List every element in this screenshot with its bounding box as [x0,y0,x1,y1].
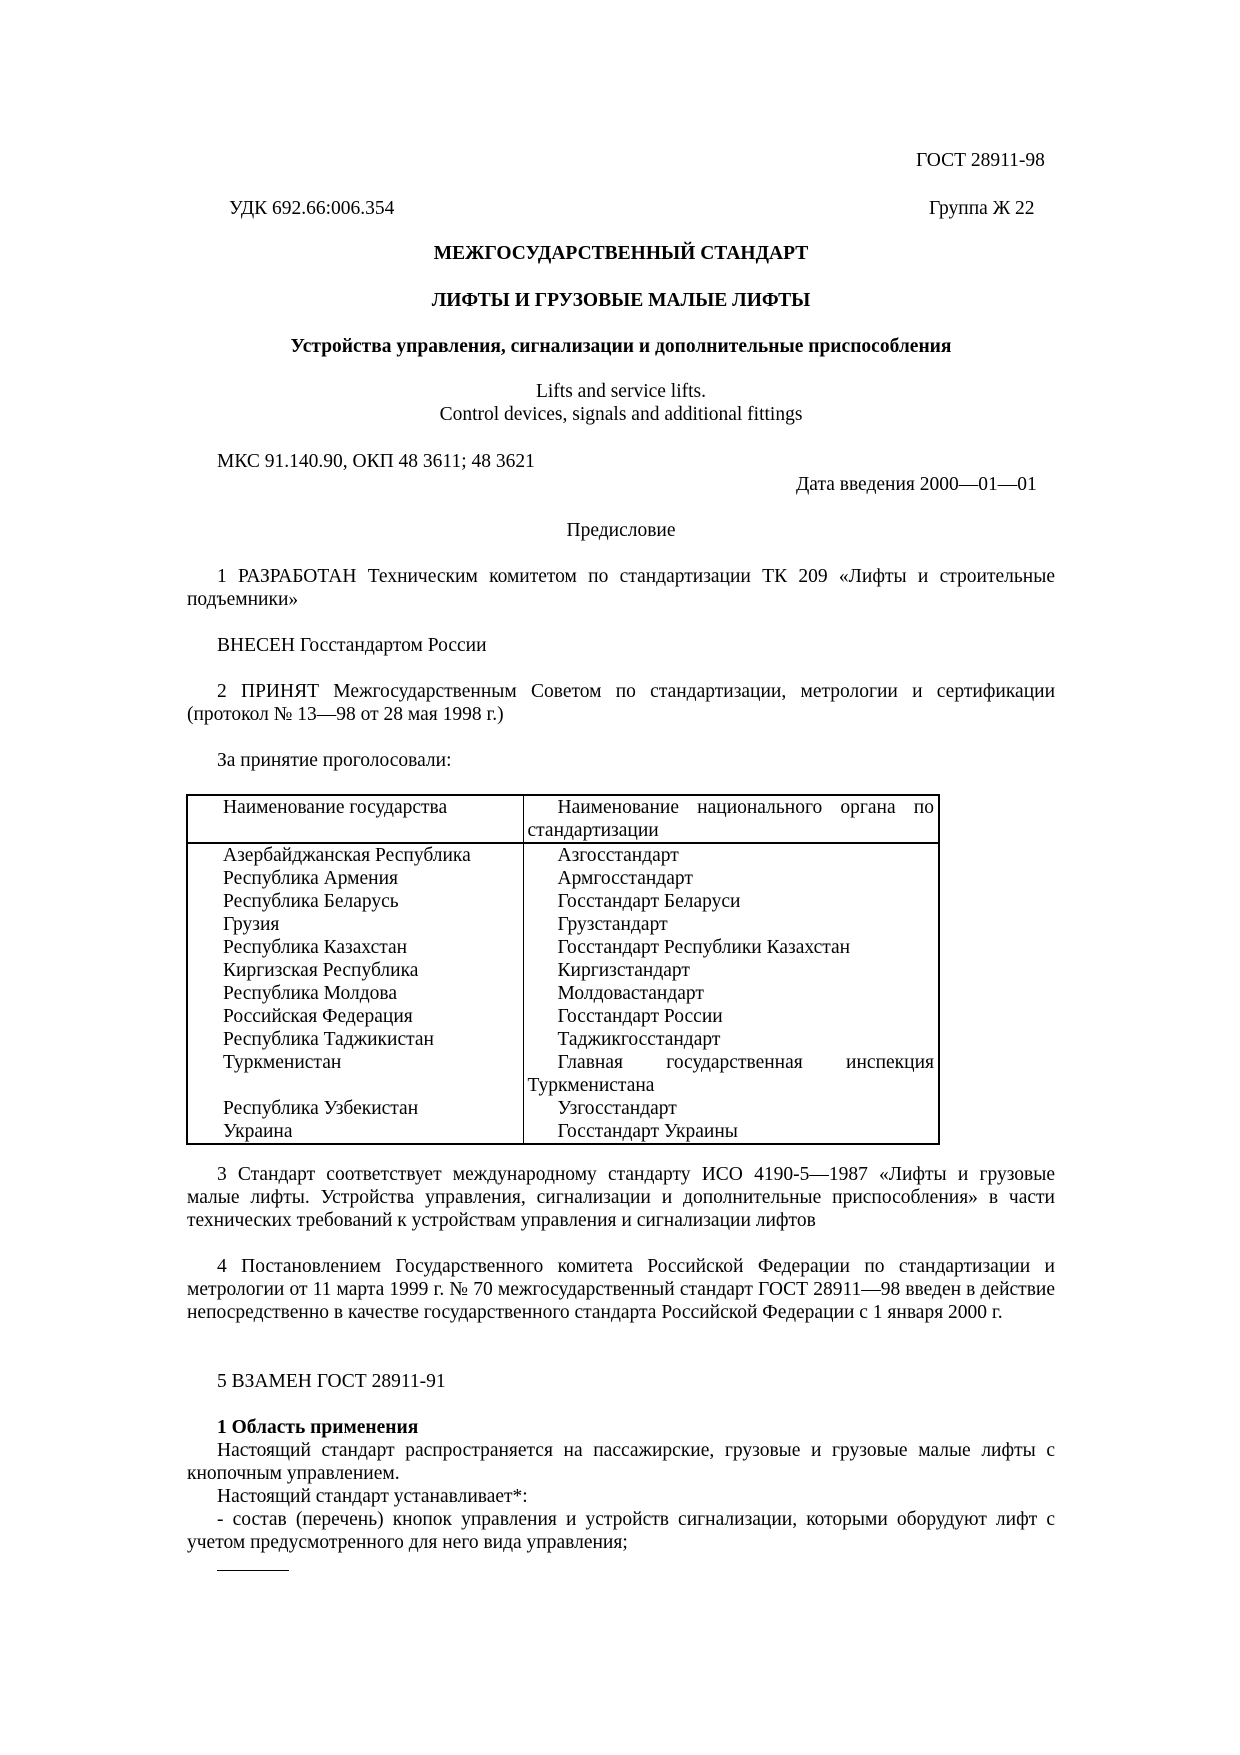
state-name-cell: Азербайджанская Республика [187,843,523,867]
state-name-cell: Республика Казахстан [187,936,523,959]
standards-body-cell [523,843,939,867]
introduction-date: Дата введения 2000—01—01 [796,474,1037,495]
standards-body-cell [523,890,939,913]
state-name-cell: Республика Узбекистан [187,1097,523,1120]
standards-body-text: Киргизстандарт [557,960,690,981]
standards-body-cell [523,913,939,936]
state-name-cell: Украина [187,1120,523,1144]
foreword-heading: Предисловие [566,520,676,541]
states-table [186,794,940,1145]
subtitle: Устройства управления, сигнализации и дополнительные приспособления [290,336,952,357]
standards-body-text: Главная государственная инспекция Туркменистана [527,1052,934,1096]
english-title-line-2: Control devices, signals and additional fittings [439,404,803,425]
table-row [187,913,939,936]
table-row [187,982,939,1005]
section-1-heading: 1 Область применения [217,1417,419,1438]
foreword-paragraph-4: 4 Постановлением Государственного комитета Российской Федерации по стандартизации и метрологии от 11 марта 1999 г. № 70 межгосударственный стандарт ГОСТ 28911—98 введен в действие непосредственно в качестве государственного стандарта Российской Федерации с 1 января 2000 г. [187,1256,1055,1323]
standards-body-cell [523,1120,939,1144]
state-name-cell: Туркменистан [187,1051,523,1097]
table-row [187,959,939,982]
standards-body-text: Госстандарт России [557,1006,723,1027]
section-1-paragraph-1: Настоящий стандарт распространяется на пассажирские, грузовые и грузовые малые лифты с кнопочным управлением. [187,1440,1055,1484]
table-header-state: Наименование государства [187,795,523,843]
table-body [187,843,939,1144]
state-name-cell: Республика Армения [187,867,523,890]
english-title-line-1: Lifts and service lifts. [535,381,707,402]
group-code: Группа Ж 22 [929,198,1035,219]
section-1-paragraph-3: - состав (перечень) кнопок управления и устройств сигнализации, которыми оборудуют лифт с учетом предусмотренного для него вида управления; [187,1509,1055,1553]
standards-body-text: Госстандарт Беларуси [557,891,741,912]
foreword-paragraph-1: 1 РАЗРАБОТАН Техническим комитетом по стандартизации ТК 209 «Лифты и строительные подъемники» [187,566,1055,610]
table-row [187,867,939,890]
table-row [187,1120,939,1144]
section-1-paragraph-2: Настоящий стандарт устанавливает*: [217,1486,528,1507]
standards-body-cell [523,1051,939,1097]
state-name-cell: Республика Молдова [187,982,523,1005]
footnote-separator [217,1570,289,1571]
state-name-cell: Республика Беларусь [187,890,523,913]
state-name-cell: Республика Таджикистан [187,1028,523,1051]
standards-body-cell [523,982,939,1005]
table-row [187,1051,939,1097]
standards-body-text: Узгосстандарт [557,1098,677,1119]
standards-body-text: Грузстандарт [557,914,668,935]
standard-type: МЕЖГОСУДАРСТВЕННЫЙ СТАНДАРТ [433,243,809,264]
gost-number: ГОСТ 28911-98 [916,150,1045,171]
foreword-voted: За принятие проголосовали: [217,750,452,771]
table-row [187,890,939,913]
table-row [187,1005,939,1028]
table-row [187,843,939,867]
standards-body-cell [523,1005,939,1028]
standards-body-cell [523,1097,939,1120]
state-name-cell: Российская Федерация [187,1005,523,1028]
standards-body-cell [523,867,939,890]
foreword-paragraph-vnesen: ВНЕСЕН Госстандартом России [217,635,487,656]
table-row [187,1097,939,1120]
table-row [187,1028,939,1051]
table-header-body [523,795,939,843]
main-title: ЛИФТЫ И ГРУЗОВЫЕ МАЛЫЕ ЛИФТЫ [431,290,811,311]
standards-body-text: Армгосстандарт [557,868,693,889]
foreword-paragraph-2: 2 ПРИНЯТ Межгосударственным Советом по стандартизации, метрологии и сертификации (протокол № 13—98 от 28 мая 1998 г.) [187,681,1055,725]
standards-body-cell [523,1028,939,1051]
standards-body-text: Молдовастандарт [557,983,704,1004]
table-row [187,936,939,959]
classification-codes: МКС 91.140.90, ОКП 48 3611; 48 3621 [217,451,535,472]
table-header-row [187,795,939,843]
state-name-cell: Киргизская Республика [187,959,523,982]
state-name-cell: Грузия [187,913,523,936]
standards-body-text: Азгосстандарт [557,845,679,866]
standards-body-cell [523,959,939,982]
foreword-paragraph-3: 3 Стандарт соответствует международному стандарту ИСО 4190-5—1987 «Лифты и грузовые малые лифты. Устройства управления, сигнализации и дополнительные приспособления» в части технических требований к устройствам управления и сигнализации лифтов [187,1164,1055,1231]
udk-code: УДК 692.66:006.354 [229,198,395,219]
table-header-body-text: Наименование национального органа по стандартизации [527,797,934,841]
foreword-paragraph-5: 5 ВЗАМЕН ГОСТ 28911-91 [217,1371,446,1392]
standards-body-cell [523,936,939,959]
standards-body-text: Госстандарт Украины [557,1121,738,1142]
standards-body-text: Госстандарт Республики Казахстан [557,937,851,958]
standards-body-text: Таджикгосстандарт [557,1029,721,1050]
